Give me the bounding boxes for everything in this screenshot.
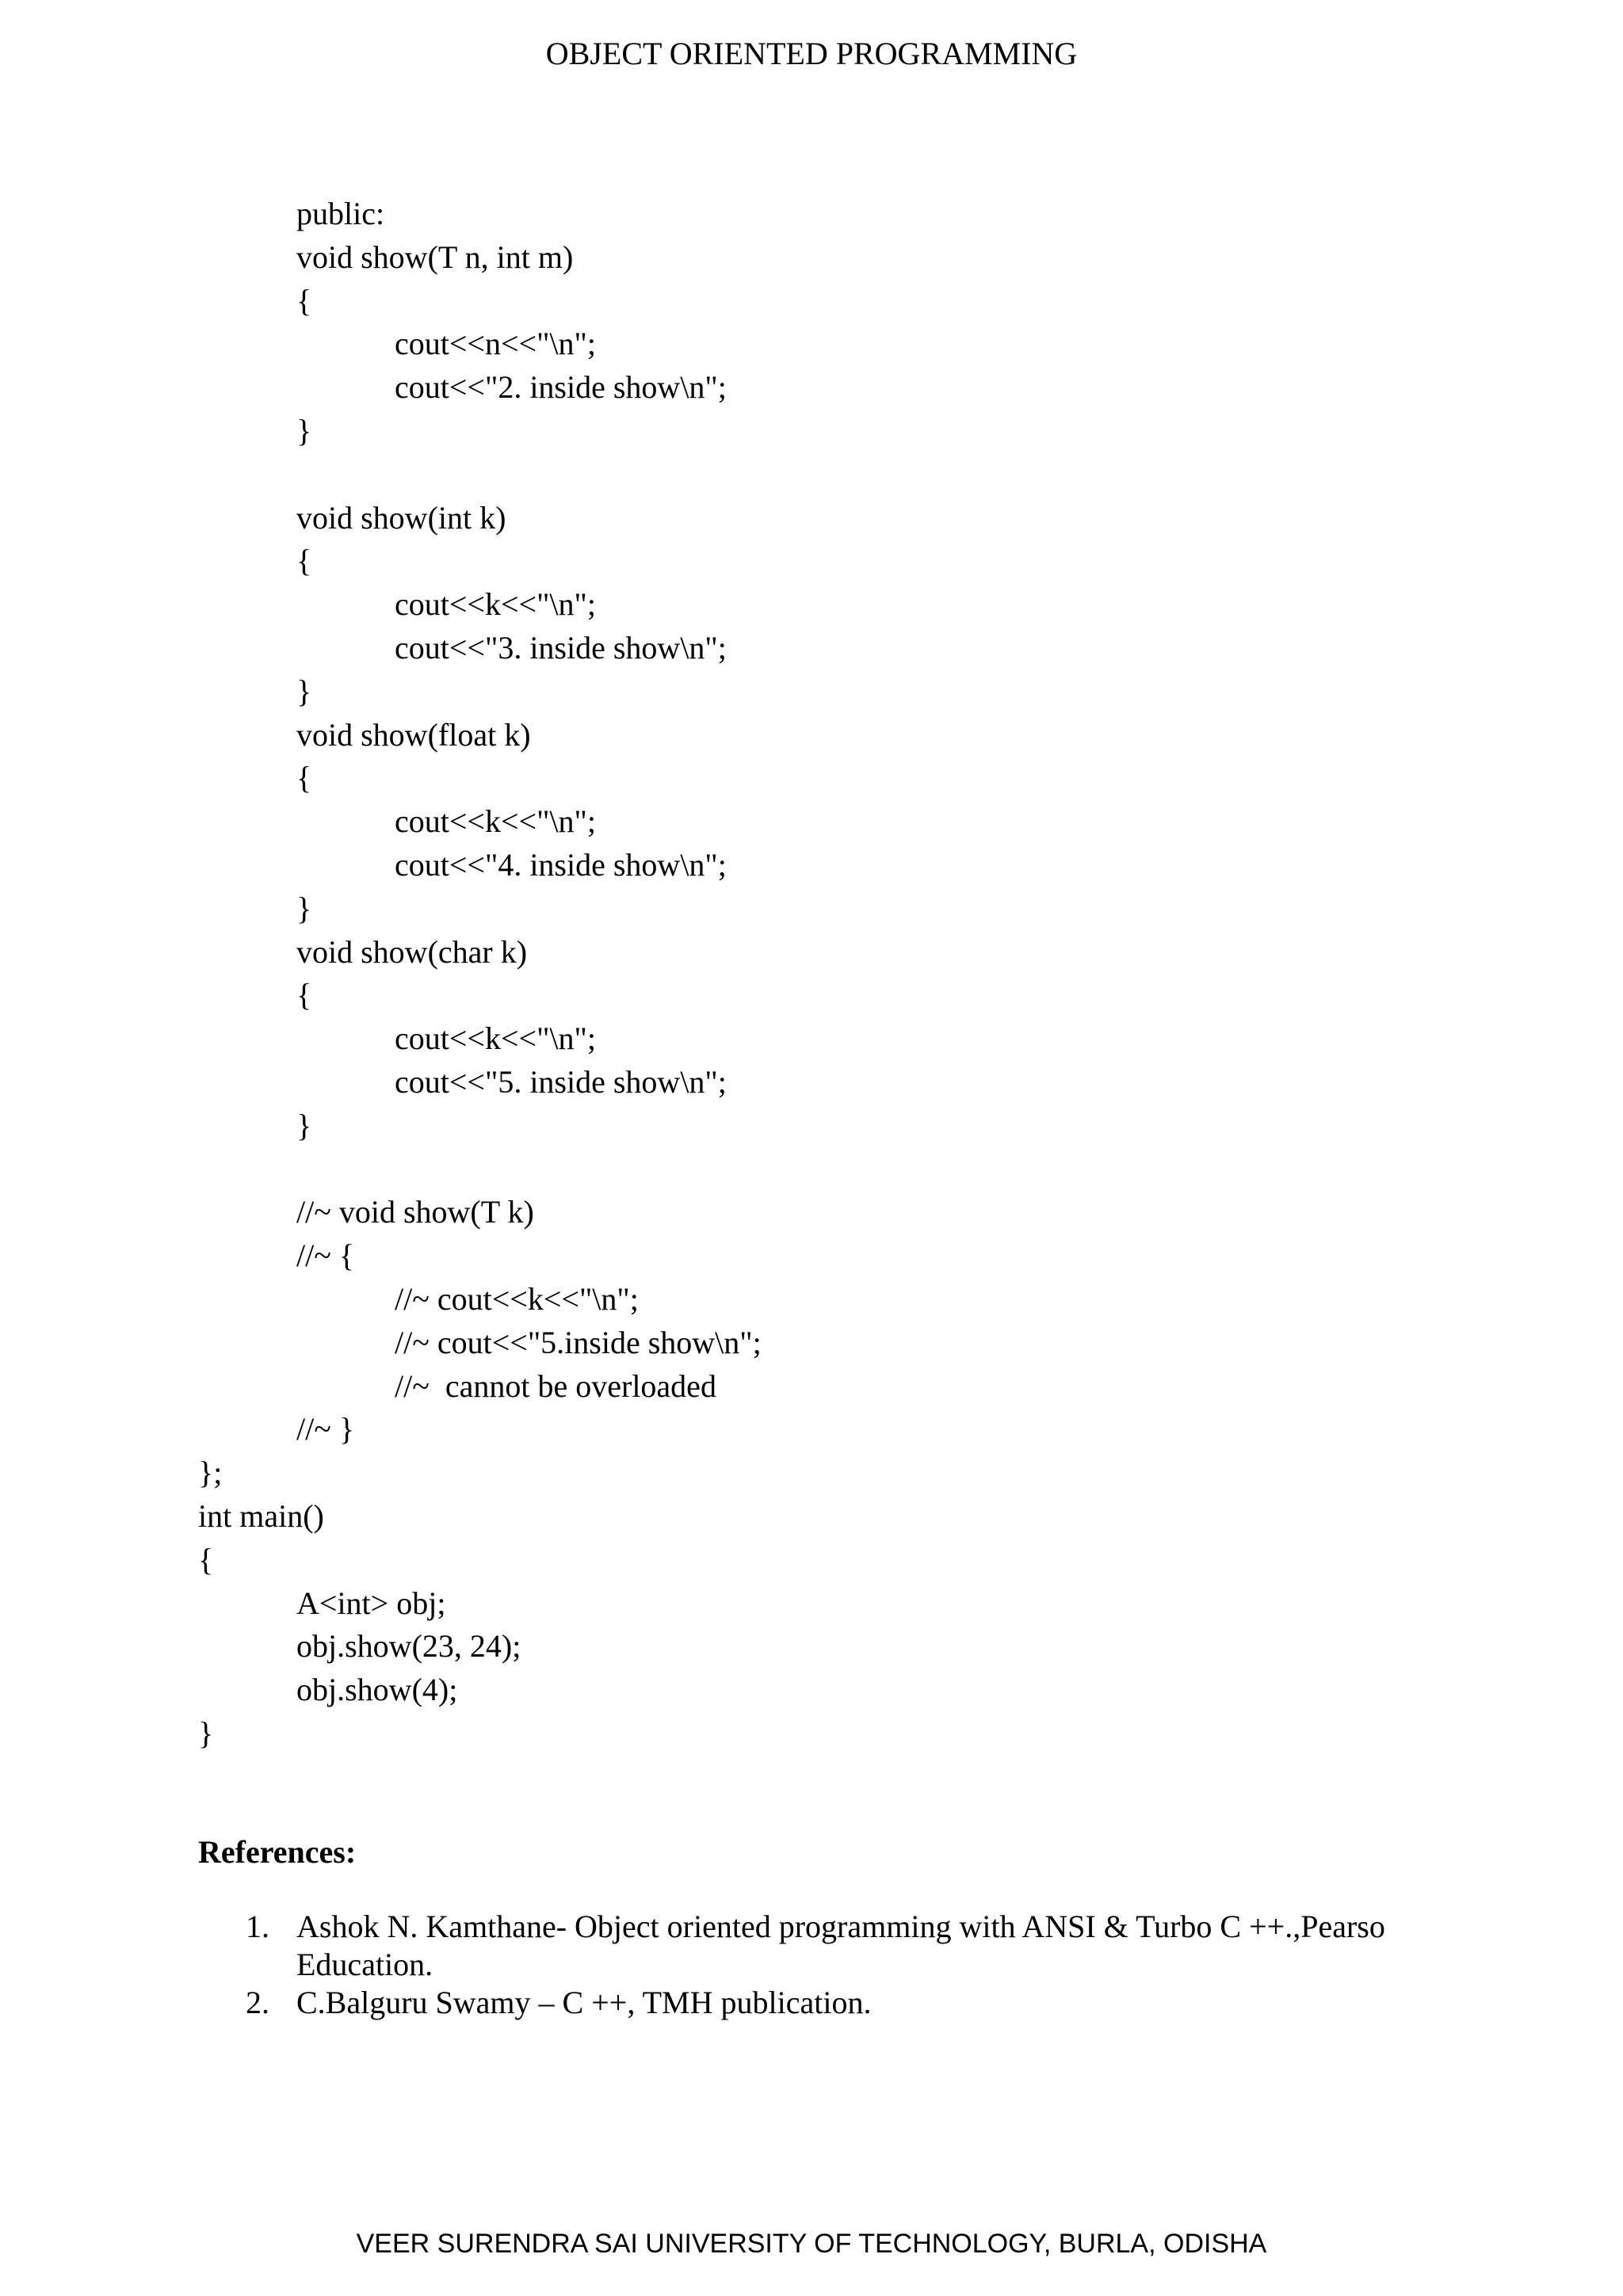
code-line: //~ { <box>296 1238 355 1274</box>
page-header-title: OBJECT ORIENTED PROGRAMMING <box>545 36 1078 71</box>
code-line: cout<<k<<"\n"; <box>395 1020 596 1057</box>
code-line: { <box>198 1541 214 1577</box>
code-line: cout<<"2. inside show\n"; <box>395 369 727 406</box>
code-line: } <box>296 673 312 709</box>
reference-text-line2: Education. <box>296 1947 433 1982</box>
code-line: void show(T n, int m) <box>296 238 574 275</box>
code-line: //~ void show(T k) <box>296 1194 534 1230</box>
code-line: { <box>296 282 312 318</box>
code-line: cout<<"3. inside show\n"; <box>395 630 727 666</box>
reference-text-line1: C.Balguru Swamy – C ++, TMH publication. <box>296 1985 872 2020</box>
code-line: //~ cannot be overloaded <box>395 1367 716 1404</box>
code-line: cout<<"4. inside show\n"; <box>395 847 727 883</box>
code-line: } <box>296 890 312 926</box>
code-line: } <box>296 1107 312 1143</box>
code-line: //~ } <box>296 1411 355 1447</box>
reference-number: 2. <box>246 1985 269 2020</box>
code-line: obj.show(4); <box>296 1672 458 1708</box>
code-line: int main() <box>198 1498 324 1534</box>
code-line: }; <box>198 1455 223 1491</box>
reference-text-line1: Ashok N. Kamthane- Object oriented programming with ANSI & Turbo C ++.,Pearso <box>296 1909 1385 1944</box>
page-footer: VEER SURENDRA SAI UNIVERSITY OF TECHNOLOGY, BURLA, ODISHA <box>356 2229 1267 2259</box>
code-line: A<int> obj; <box>296 1585 446 1621</box>
code-line: cout<<k<<"\n"; <box>395 803 596 840</box>
code-line: public: <box>296 196 385 231</box>
code-line: //~ cout<<k<<"\n"; <box>395 1281 639 1317</box>
reference-number: 1. <box>246 1909 269 1944</box>
code-line: { <box>296 543 312 579</box>
code-line: { <box>296 760 312 796</box>
code-line: obj.show(23, 24); <box>296 1628 521 1665</box>
code-line: //~ cout<<"5.inside show\n"; <box>395 1324 762 1360</box>
code-line: void show(int k) <box>296 499 506 536</box>
code-line: cout<<n<<"\n"; <box>395 326 596 362</box>
code-line: } <box>296 413 312 448</box>
code-line: cout<<"5. inside show\n"; <box>395 1064 727 1100</box>
code-line: { <box>296 977 312 1013</box>
references-heading: References: <box>198 1834 357 1870</box>
code-line: } <box>198 1715 214 1751</box>
code-line: cout<<k<<"\n"; <box>395 586 596 623</box>
code-line: void show(float k) <box>296 716 531 753</box>
code-line: void show(char k) <box>296 933 528 970</box>
